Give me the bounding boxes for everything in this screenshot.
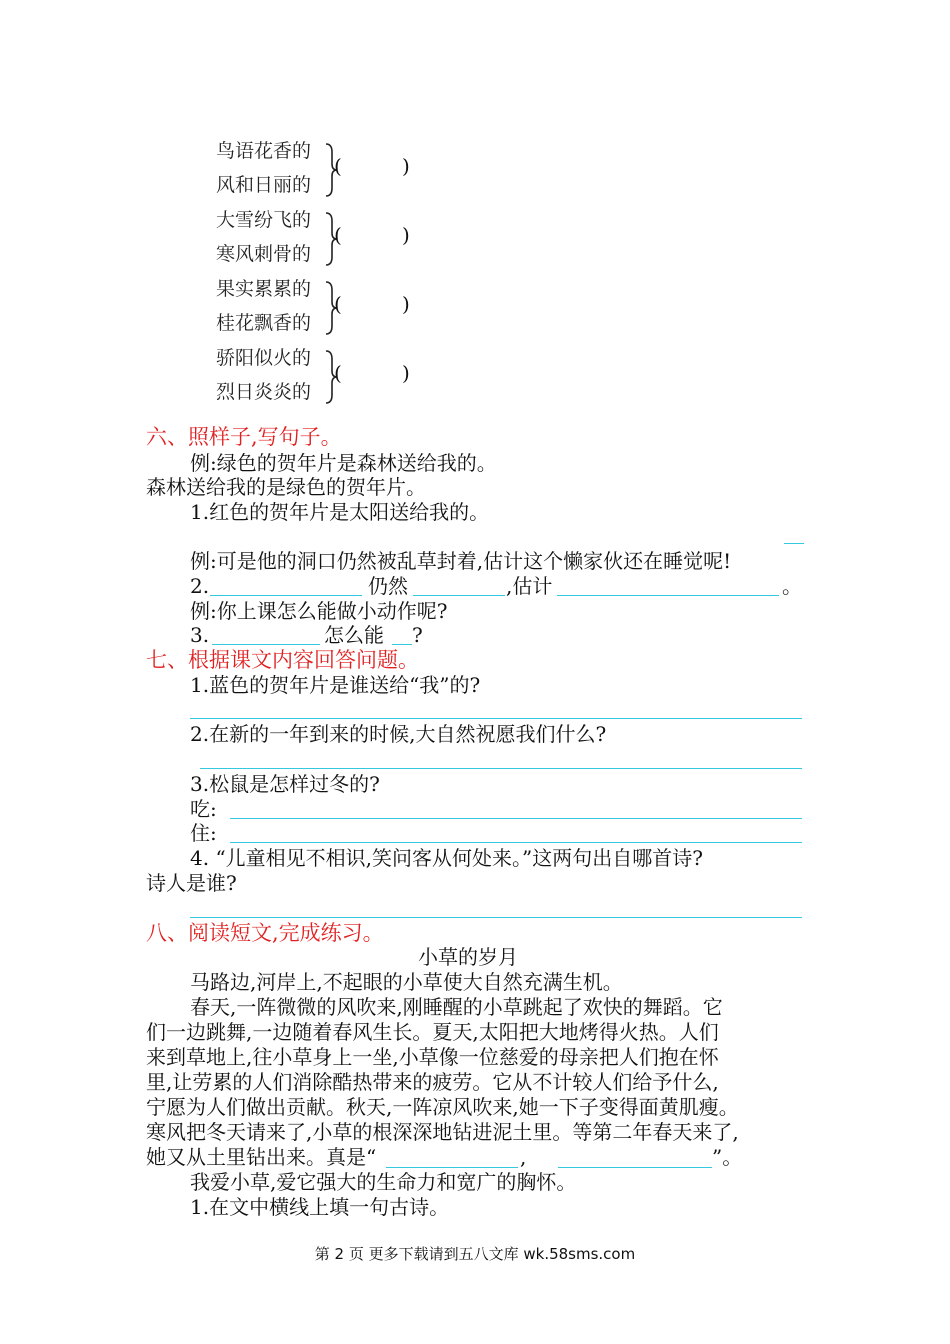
eat-label: 吃:: [190, 797, 217, 821]
section7-question3: 3.松鼠是怎样过冬的?: [190, 772, 380, 796]
word-pair-3: [216, 278, 476, 340]
word-pair-1: [216, 140, 476, 202]
section6-question2-word2: ,估计: [506, 574, 553, 598]
story-line-1: 马路边,河岸上,不起眼的小草使大自然充满生机。: [190, 970, 623, 994]
section7-question1: 1.蓝色的贺年片是谁送给“我”的?: [190, 673, 481, 697]
paren-close: ): [402, 292, 410, 316]
story-last-line-end: ”。: [712, 1145, 743, 1169]
section7-question4-b: 诗人是谁?: [146, 871, 237, 895]
answer-line[interactable]: [784, 543, 804, 544]
word-b: 风和日丽的: [216, 174, 312, 196]
section6-question1: 1.红色的贺年片是太阳送给我的。: [190, 500, 490, 524]
answer-line[interactable]: [230, 818, 802, 819]
section6-example1-a: 例:绿色的贺年片是森林送给我的。: [190, 451, 497, 475]
paren-close: ): [402, 154, 410, 178]
section8-title: 八、阅读短文,完成练习。: [146, 921, 384, 945]
section6-question3-num: 3.: [190, 623, 210, 647]
answer-line[interactable]: [190, 718, 802, 719]
answer-line[interactable]: [212, 644, 320, 645]
word-b: 烈日炎炎的: [216, 381, 312, 403]
story-line-7: 寒风把冬天请来了,小草的根深深地钻进泥土里。等第二年春天来了,: [146, 1120, 739, 1144]
story-last-line-start: 她又从土里钻出来。真是“: [146, 1145, 377, 1169]
story-last-line-comma: ,: [520, 1145, 527, 1169]
section7-question2: 2.在新的一年到来的时候,大自然祝愿我们什么?: [190, 722, 607, 746]
section6-question2-num: 2.: [190, 574, 210, 598]
section6-title: 六、照样子,写句子。: [146, 425, 342, 449]
paren-open: (: [334, 361, 342, 385]
answer-line[interactable]: [190, 917, 802, 918]
story-line-4: 来到草地上,往小草身上一坐,小草像一位慈爱的母亲把人们抱在怀: [146, 1045, 719, 1069]
answer-line[interactable]: [413, 595, 505, 596]
section6-question3-end: ?: [412, 623, 423, 647]
paren-close: ): [402, 361, 410, 385]
word-pair-4: [216, 347, 476, 409]
section6-example3: 例:你上课怎么能做小动作呢?: [190, 599, 448, 623]
paren-open: (: [334, 223, 342, 247]
word-a: 骄阳似火的: [216, 347, 312, 369]
section7-title: 七、根据课文内容回答问题。: [146, 648, 419, 672]
paren-open: (: [334, 292, 342, 316]
poem-blank-2[interactable]: [558, 1167, 712, 1168]
section8-question1: 1.在文中横线上填一句古诗。: [190, 1195, 450, 1219]
answer-line[interactable]: [557, 595, 779, 596]
word-b: 桂花飘香的: [216, 312, 312, 334]
word-a: 鸟语花香的: [216, 140, 312, 162]
answer-line[interactable]: [392, 644, 412, 645]
section7-question4-a: 4. “儿童相见不相识,笑问客从何处来。”这两句出自哪首诗?: [190, 846, 703, 870]
word-b: 寒风刺骨的: [216, 243, 312, 265]
answer-line[interactable]: [210, 595, 362, 596]
poem-blank-1[interactable]: [386, 1167, 518, 1168]
section6-question2-word1: 仍然: [368, 574, 408, 598]
story-title: 小草的岁月: [418, 945, 518, 969]
section6-question2-end: 。: [782, 574, 802, 598]
word-a: 大雪纷飞的: [216, 209, 312, 231]
section6-question3-word: 怎么能: [324, 623, 384, 647]
word-pair-2: [216, 209, 476, 271]
story-closing: 我爱小草,爱它强大的生命力和宽广的胸怀。: [190, 1170, 577, 1194]
answer-line[interactable]: [200, 768, 802, 769]
story-line-3: 们一边跳舞,一边随着春风生长。夏天,太阳把大地烤得火热。人们: [146, 1020, 719, 1044]
word-a: 果实累累的: [216, 278, 312, 300]
section6-example2: 例:可是他的洞口仍然被乱草封着,估计这个懒家伙还在睡觉呢!: [190, 549, 732, 573]
story-line-2: 春天,一阵微微的风吹来,刚睡醒的小草跳起了欢快的舞蹈。它: [190, 995, 723, 1019]
answer-line[interactable]: [230, 842, 802, 843]
section6-example1-b: 森林送给我的是绿色的贺年片。: [146, 475, 426, 499]
paren-open: (: [334, 154, 342, 178]
story-line-6: 宁愿为人们做出贡献。秋天,一阵凉风吹来,她一下子变得面黄肌瘦。: [146, 1095, 739, 1119]
page-footer: 第 2 页 更多下载请到五八文库 wk.58sms.com: [314, 1245, 636, 1263]
paren-close: ): [402, 223, 410, 247]
story-line-5: 里,让劳累的人们消除酷热带来的疲劳。它从不计较人们给予什么,: [146, 1070, 719, 1094]
live-label: 住:: [190, 821, 217, 845]
